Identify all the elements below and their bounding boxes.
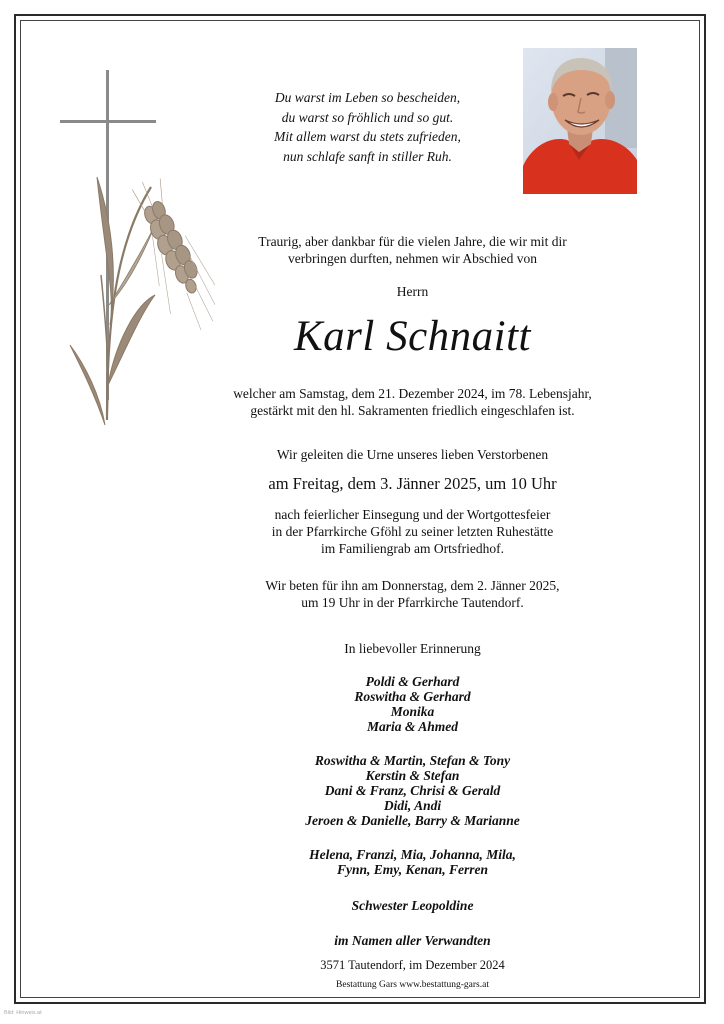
intro-line: verbringen durften, nehmen wir Abschied von — [288, 251, 537, 266]
mourner-line: Roswitha & Gerhard — [354, 689, 471, 704]
sister-name: Schwester Leopoldine — [351, 898, 474, 913]
ceremony-line: in der Pfarrkirche Gföhl zu seiner letzten Ruhestätte — [271, 524, 554, 539]
funeral-date: am Freitag, dem 3. Jänner 2025, um 10 Uhr — [268, 474, 557, 493]
ceremony-line: im Familiengrab am Ortsfriedhof. — [321, 541, 504, 556]
undertaker-credit: Bestattung Gars www.bestattung-gars.at — [336, 980, 489, 990]
mourner-line: Kerstin & Stefan — [365, 768, 460, 783]
prayer-line: Wir beten für ihn am Donnerstag, dem 2. Jänner 2025, — [265, 578, 560, 593]
mourners-group-1 — [160, 674, 665, 734]
death-notice — [160, 385, 665, 419]
mourner-line: Poldi & Gerhard — [365, 674, 460, 689]
image-credit: Bild: Hinweis.at — [4, 1010, 42, 1016]
mourner-line: Dani & Franz, Chrisi & Gerald — [324, 783, 501, 798]
death-notice-line: gestärkt mit den hl. Sakramenten friedlich eingeschlafen ist. — [250, 403, 575, 418]
intro-line: Traurig, aber dankbar für die vielen Jahre, die wir mit dir — [258, 234, 567, 249]
mourners-group-2 — [160, 753, 665, 828]
portrait-photo — [523, 48, 637, 194]
verse-line: Mit allem warst du stets zufrieden, — [274, 129, 461, 144]
mourner-line: Helena, Franzi, Mia, Johanna, Mila, — [309, 847, 516, 862]
ceremony-line: nach feierlicher Einsegung und der Wortgottesfeier — [274, 507, 551, 522]
mourner-line: Didi, Andi — [383, 798, 442, 813]
mourner-line: Roswitha & Martin, Stefan & Tony — [314, 753, 511, 768]
deceased-name: Karl Schnaitt — [293, 313, 532, 360]
mourners-group-3 — [160, 847, 665, 877]
prayer-line: um 19 Uhr in der Pfarrkirche Tautendorf. — [301, 595, 524, 610]
mourner-line: Monika — [390, 704, 435, 719]
remembrance-heading: In liebevoller Erinnerung — [344, 641, 481, 656]
mourner-line: Jeroen & Danielle, Barry & Marianne — [305, 813, 520, 828]
mourner-line: Fynn, Emy, Kenan, Ferren — [336, 862, 489, 877]
verse-line: Du warst im Leben so bescheiden, — [274, 90, 461, 105]
place-date: 3571 Tautendorf, im Dezember 2024 — [320, 958, 505, 972]
salutation: Herrn — [396, 284, 429, 299]
intro-text — [160, 233, 665, 267]
ceremony-details — [160, 506, 665, 557]
verse-line: du warst so fröhlich und so gut. — [281, 109, 454, 125]
prayer-notice — [160, 577, 665, 611]
death-notice-line: welcher am Samstag, dem 21. Dezember 2024, im 78. Lebensjahr, — [233, 386, 592, 401]
verse-line: nun schlafe sanft in stiller Ruh. — [283, 148, 452, 164]
memorial-verse — [245, 88, 490, 166]
relatives-line: im Namen aller Verwandten — [334, 933, 491, 948]
mourner-line: Maria & Ahmed — [366, 719, 458, 734]
urn-intro: Wir geleiten die Urne unseres lieben Verstorbenen — [276, 447, 549, 462]
